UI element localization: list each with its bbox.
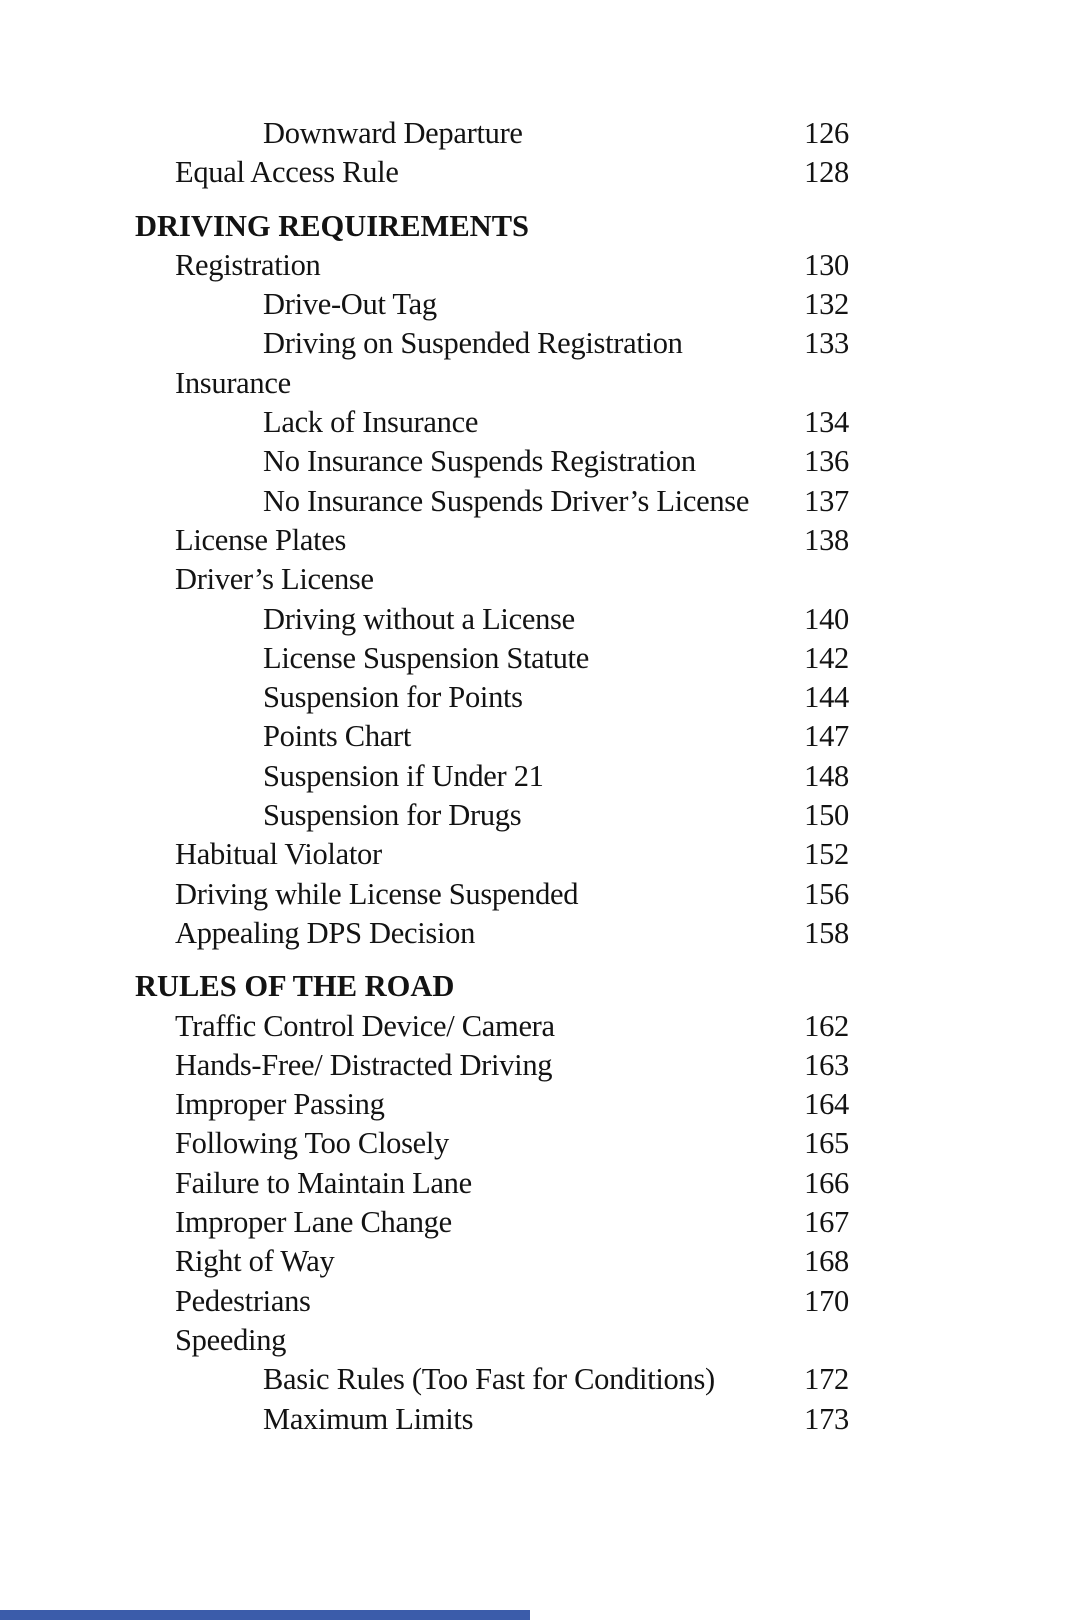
toc-entry-label: License Plates xyxy=(175,522,347,557)
toc-entry xyxy=(135,364,849,403)
toc-entry-label: No Insurance Suspends Registration xyxy=(263,444,696,479)
toc-entry-label: Points Chart xyxy=(263,719,412,754)
toc-entry-page: 128 xyxy=(804,155,849,190)
toc-entry-label: Driving without a License xyxy=(263,601,575,636)
toc-entry xyxy=(135,1321,849,1360)
toc xyxy=(135,114,849,1439)
toc-entry-label: Basic Rules (Too Fast for Conditions) xyxy=(263,1362,715,1397)
toc-entry xyxy=(135,1007,849,1046)
toc-entry-page: 126 xyxy=(804,116,849,150)
toc-entry xyxy=(135,560,849,599)
toc-entry-page: 138 xyxy=(804,522,849,557)
toc-entry xyxy=(135,482,849,521)
toc-entry-page: 142 xyxy=(804,640,849,675)
toc-entry-label: Suspension for Drugs xyxy=(263,798,522,833)
toc-entry xyxy=(135,153,849,192)
toc-entry-page: 150 xyxy=(804,798,849,833)
toc-entry-label: Following Too Closely xyxy=(175,1126,450,1161)
toc-entry-page: 170 xyxy=(804,1283,849,1318)
toc-entry xyxy=(135,1164,849,1203)
toc-entry-page: 134 xyxy=(804,405,849,440)
toc-entry-label: Improper Passing xyxy=(175,1087,385,1122)
toc-entry-page: 165 xyxy=(804,1126,849,1161)
toc-entry-page: 167 xyxy=(804,1205,849,1240)
toc-entry xyxy=(135,835,849,874)
toc-entry-label: License Suspension Statute xyxy=(263,640,589,675)
toc-entry-page: 162 xyxy=(804,1008,849,1043)
toc-entry xyxy=(135,442,849,481)
toc-entry-page: 173 xyxy=(804,1401,849,1436)
toc-entry-label: Speeding xyxy=(175,1322,287,1357)
toc-entry-label: Habitual Violator xyxy=(175,837,382,872)
toc-entry-page: 132 xyxy=(804,287,849,322)
toc-entry-page: 156 xyxy=(804,876,849,911)
toc-entry xyxy=(135,521,849,560)
toc-entry-page: 168 xyxy=(804,1244,849,1279)
toc-entry xyxy=(135,875,849,914)
toc-entry-label: Driver’s License xyxy=(175,562,374,597)
toc-entry-page: 130 xyxy=(804,247,849,282)
toc-entry-label: Drive-Out Tag xyxy=(263,287,437,322)
toc-entry-page: 140 xyxy=(804,601,849,636)
toc-entry-label: Driving on Suspended Registration xyxy=(263,326,683,361)
toc-entry-label: Maximum Limits xyxy=(263,1401,474,1436)
toc-entry xyxy=(135,246,849,285)
toc-entry-page: 136 xyxy=(804,444,849,479)
toc-entry-label: Suspension for Points xyxy=(263,680,523,715)
toc-entry-label: Registration xyxy=(175,247,321,282)
toc-entry-label: Failure to Maintain Lane xyxy=(175,1165,472,1200)
toc-entry-label: Insurance xyxy=(175,365,291,400)
toc-entry-label: Lack of Insurance xyxy=(263,405,479,440)
toc-entry-page: 163 xyxy=(804,1047,849,1082)
toc-entry xyxy=(135,285,849,324)
toc-entry-label: Driving while License Suspended xyxy=(175,876,579,911)
toc-entry-page: 158 xyxy=(804,915,849,950)
toc-entry xyxy=(135,1400,849,1439)
toc-entry-page: 172 xyxy=(804,1362,849,1397)
toc-entry-page: 137 xyxy=(804,483,849,518)
toc-section-heading xyxy=(135,207,849,246)
toc-entry-label: Pedestrians xyxy=(175,1283,311,1318)
toc-entry xyxy=(135,1046,849,1085)
toc-section-heading-label: DRIVING REQUIREMENTS xyxy=(135,208,530,243)
toc-entry-page: 152 xyxy=(804,837,849,872)
toc-entry-page: 148 xyxy=(804,758,849,793)
toc-entry-page: 144 xyxy=(804,680,849,715)
toc-entry-label: Downward Departure xyxy=(263,116,523,150)
toc-entry xyxy=(135,1203,849,1242)
toc-entry xyxy=(135,114,849,153)
toc-entry-label: Improper Lane Change xyxy=(175,1205,452,1240)
toc-entry-page: 147 xyxy=(804,719,849,754)
toc-entry-label: Right of Way xyxy=(175,1244,335,1279)
toc-section-heading-label: RULES OF THE ROAD xyxy=(135,969,455,1004)
toc-entry xyxy=(135,1242,849,1281)
footer-accent-bar xyxy=(0,1610,530,1620)
toc-entry-page: 164 xyxy=(804,1087,849,1122)
toc-entry-label: Hands-Free/ Distracted Driving xyxy=(175,1047,553,1082)
toc-entry xyxy=(135,1124,849,1163)
toc-entry-label: Traffic Control Device/ Camera xyxy=(175,1008,555,1043)
toc-entry xyxy=(135,717,849,756)
toc-entry xyxy=(135,1282,849,1321)
toc-entry-page: 166 xyxy=(804,1165,849,1200)
toc-entry-label: Appealing DPS Decision xyxy=(175,915,476,950)
toc-entry xyxy=(135,914,849,953)
toc-entry xyxy=(135,403,849,442)
toc-entry xyxy=(135,678,849,717)
toc-entry xyxy=(135,639,849,678)
toc-entry-label: Suspension if Under 21 xyxy=(263,758,544,793)
toc-entry xyxy=(135,757,849,796)
toc-entry xyxy=(135,324,849,363)
toc-entry-page: 133 xyxy=(804,326,849,361)
toc-entry-label: Equal Access Rule xyxy=(175,155,399,190)
toc-entry xyxy=(135,796,849,835)
toc-section-heading xyxy=(135,967,849,1006)
toc-entry xyxy=(135,1085,849,1124)
toc-entry-label: No Insurance Suspends Driver’s License xyxy=(263,483,750,518)
toc-entry xyxy=(135,600,849,639)
toc-entry xyxy=(135,1360,849,1399)
